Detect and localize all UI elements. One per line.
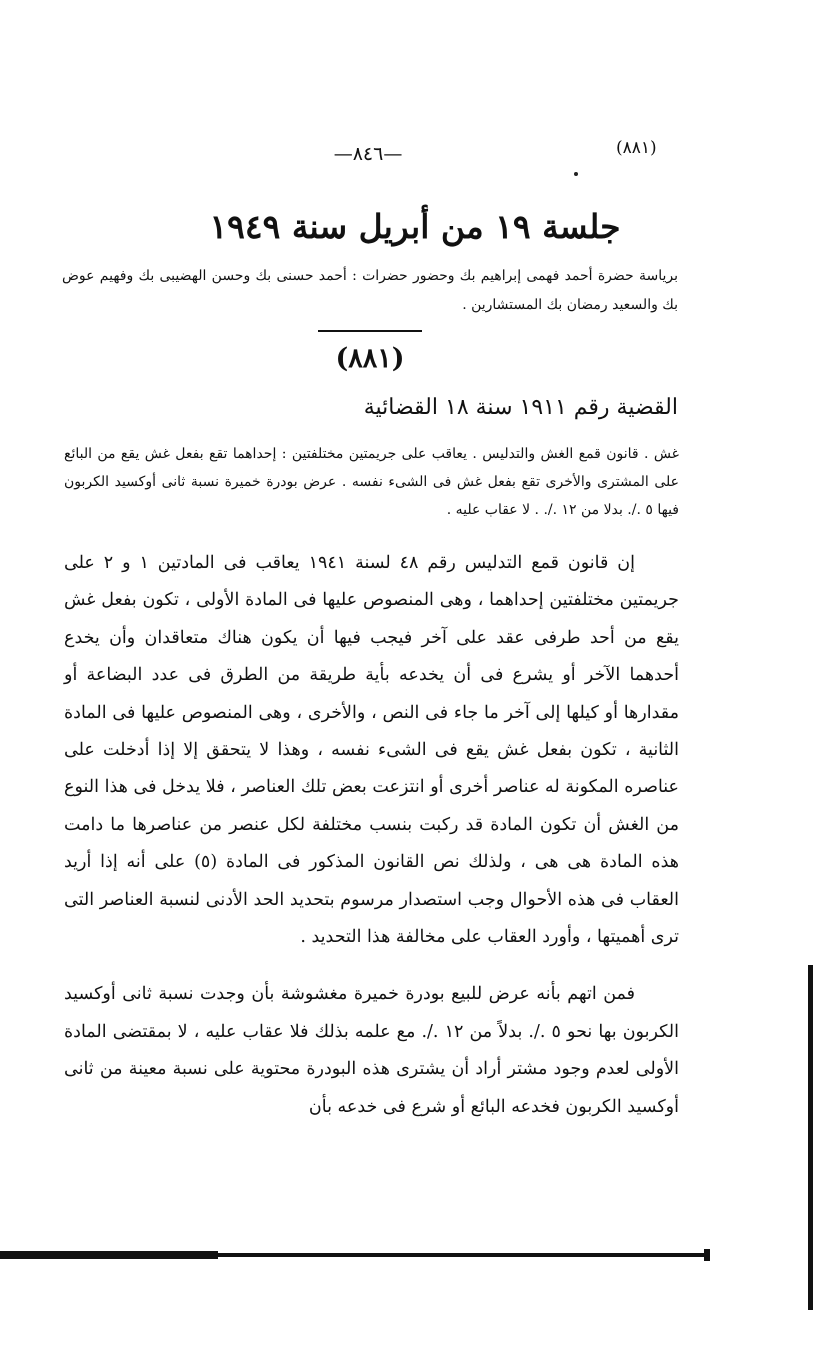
running-case-number: (٨٨١): [616, 138, 657, 158]
page-edge-shadow: [808, 965, 813, 1310]
body-paragraph: إن قانون قمع التدليس رقم ٤٨ لسنة ١٩٤١ يعاقب فى المادتين ١ و ٢ على جريمتين مختلفتين إحداهما ، وهى المنصوص عليها فى المادة الأولى ، تكون بفعل غش يقع من أحد طرفى عقد على آخر فيجب فيها أن يكون هناك متعاقدان وأن يخدع أحدهما الآخر أو يشرع فى أن يخدعه بأية طريقة من الطرق فى عدد البضاعة أو مقدارها أو كيلها إلى آخر ما جاء فى النص ، والأخرى ، وهى المنصوص عليها فى المادة الثانية ، تكون بفعل غش يقع فى الشىء نفسه ، وهذا لا يتحقق إلا إذا أدخلت على عناصره المكونة له عناصر أخرى أو انتزعت بعض تلك العناصر ، فلا يدخل فى هذا النوع من الغش أن تكون المادة قد ركبت بنسب مختلفة لكل عنصر من عناصرها ما دامت هذه المادة هى هى ، ولذلك نص القانون المذكور فى المادة (٥) على أنه إذا أريد العقاب فى هذه الأحوال وجب استصدار مرسوم بتحديد الحد الأدنى لنسبة العناصر التى ترى أهميتها ، وأورد العقاب على مخالفة هذا التحديد .: [64, 553, 679, 948]
ink-dot: [574, 172, 578, 176]
ruling-body: [64, 545, 679, 1146]
page-number: —٨٤٦—: [333, 143, 403, 165]
bottom-rule: [218, 1253, 710, 1257]
session-title: جلسة ١٩ من أبريل سنة ١٩٤٩: [209, 207, 621, 246]
case-reference: القضية رقم ١٩١١ سنة ١٨ القضائية: [363, 395, 678, 420]
ruling-summary: غش . قانون قمع الغش والتدليس . يعاقب على جريمتين مختلفتين : إحداهما تقع بفعل غش يقع من البائع على المشترى والأخرى تقع بفعل غش فى الشىء نفسه . عرض بودرة خميرة نسبة ثانى أوكسيد الكربون فيها ٥ ./. بدلا من ١٢ ./. . لا عقاب عليه .: [64, 446, 679, 518]
ruling-number: (٨٨١): [335, 343, 405, 374]
bottom-rule-end: [704, 1249, 710, 1261]
body-paragraph: فمن اتهم بأنه عرض للبيع بودرة خميرة مغشوشة بأن وجدت نسبة ثانى أوكسيد الكربون بها نحو ٥ ./. بدلاً من ١٢ ./. مع علمه بذلك فلا عقاب عليه ، لا بمقتضى المادة الأولى لعدم وجود مشتر أراد أن يشترى هذه البودرة محتوية على نسبة معينة من ثانى أوكسيد الكربون فخدعه البائع أو شرع فى خدعه بأن: [64, 984, 679, 1117]
section-divider: [318, 330, 422, 332]
panel-composition: برياسة حضرة أحمد فهمى إبراهيم بك وحضور حضرات : أحمد حسنى بك وحسن الهضيبى بك وفهيم عوض بك والسعيد رمضان بك المستشارين .: [62, 268, 678, 313]
bottom-rule: [0, 1251, 218, 1259]
